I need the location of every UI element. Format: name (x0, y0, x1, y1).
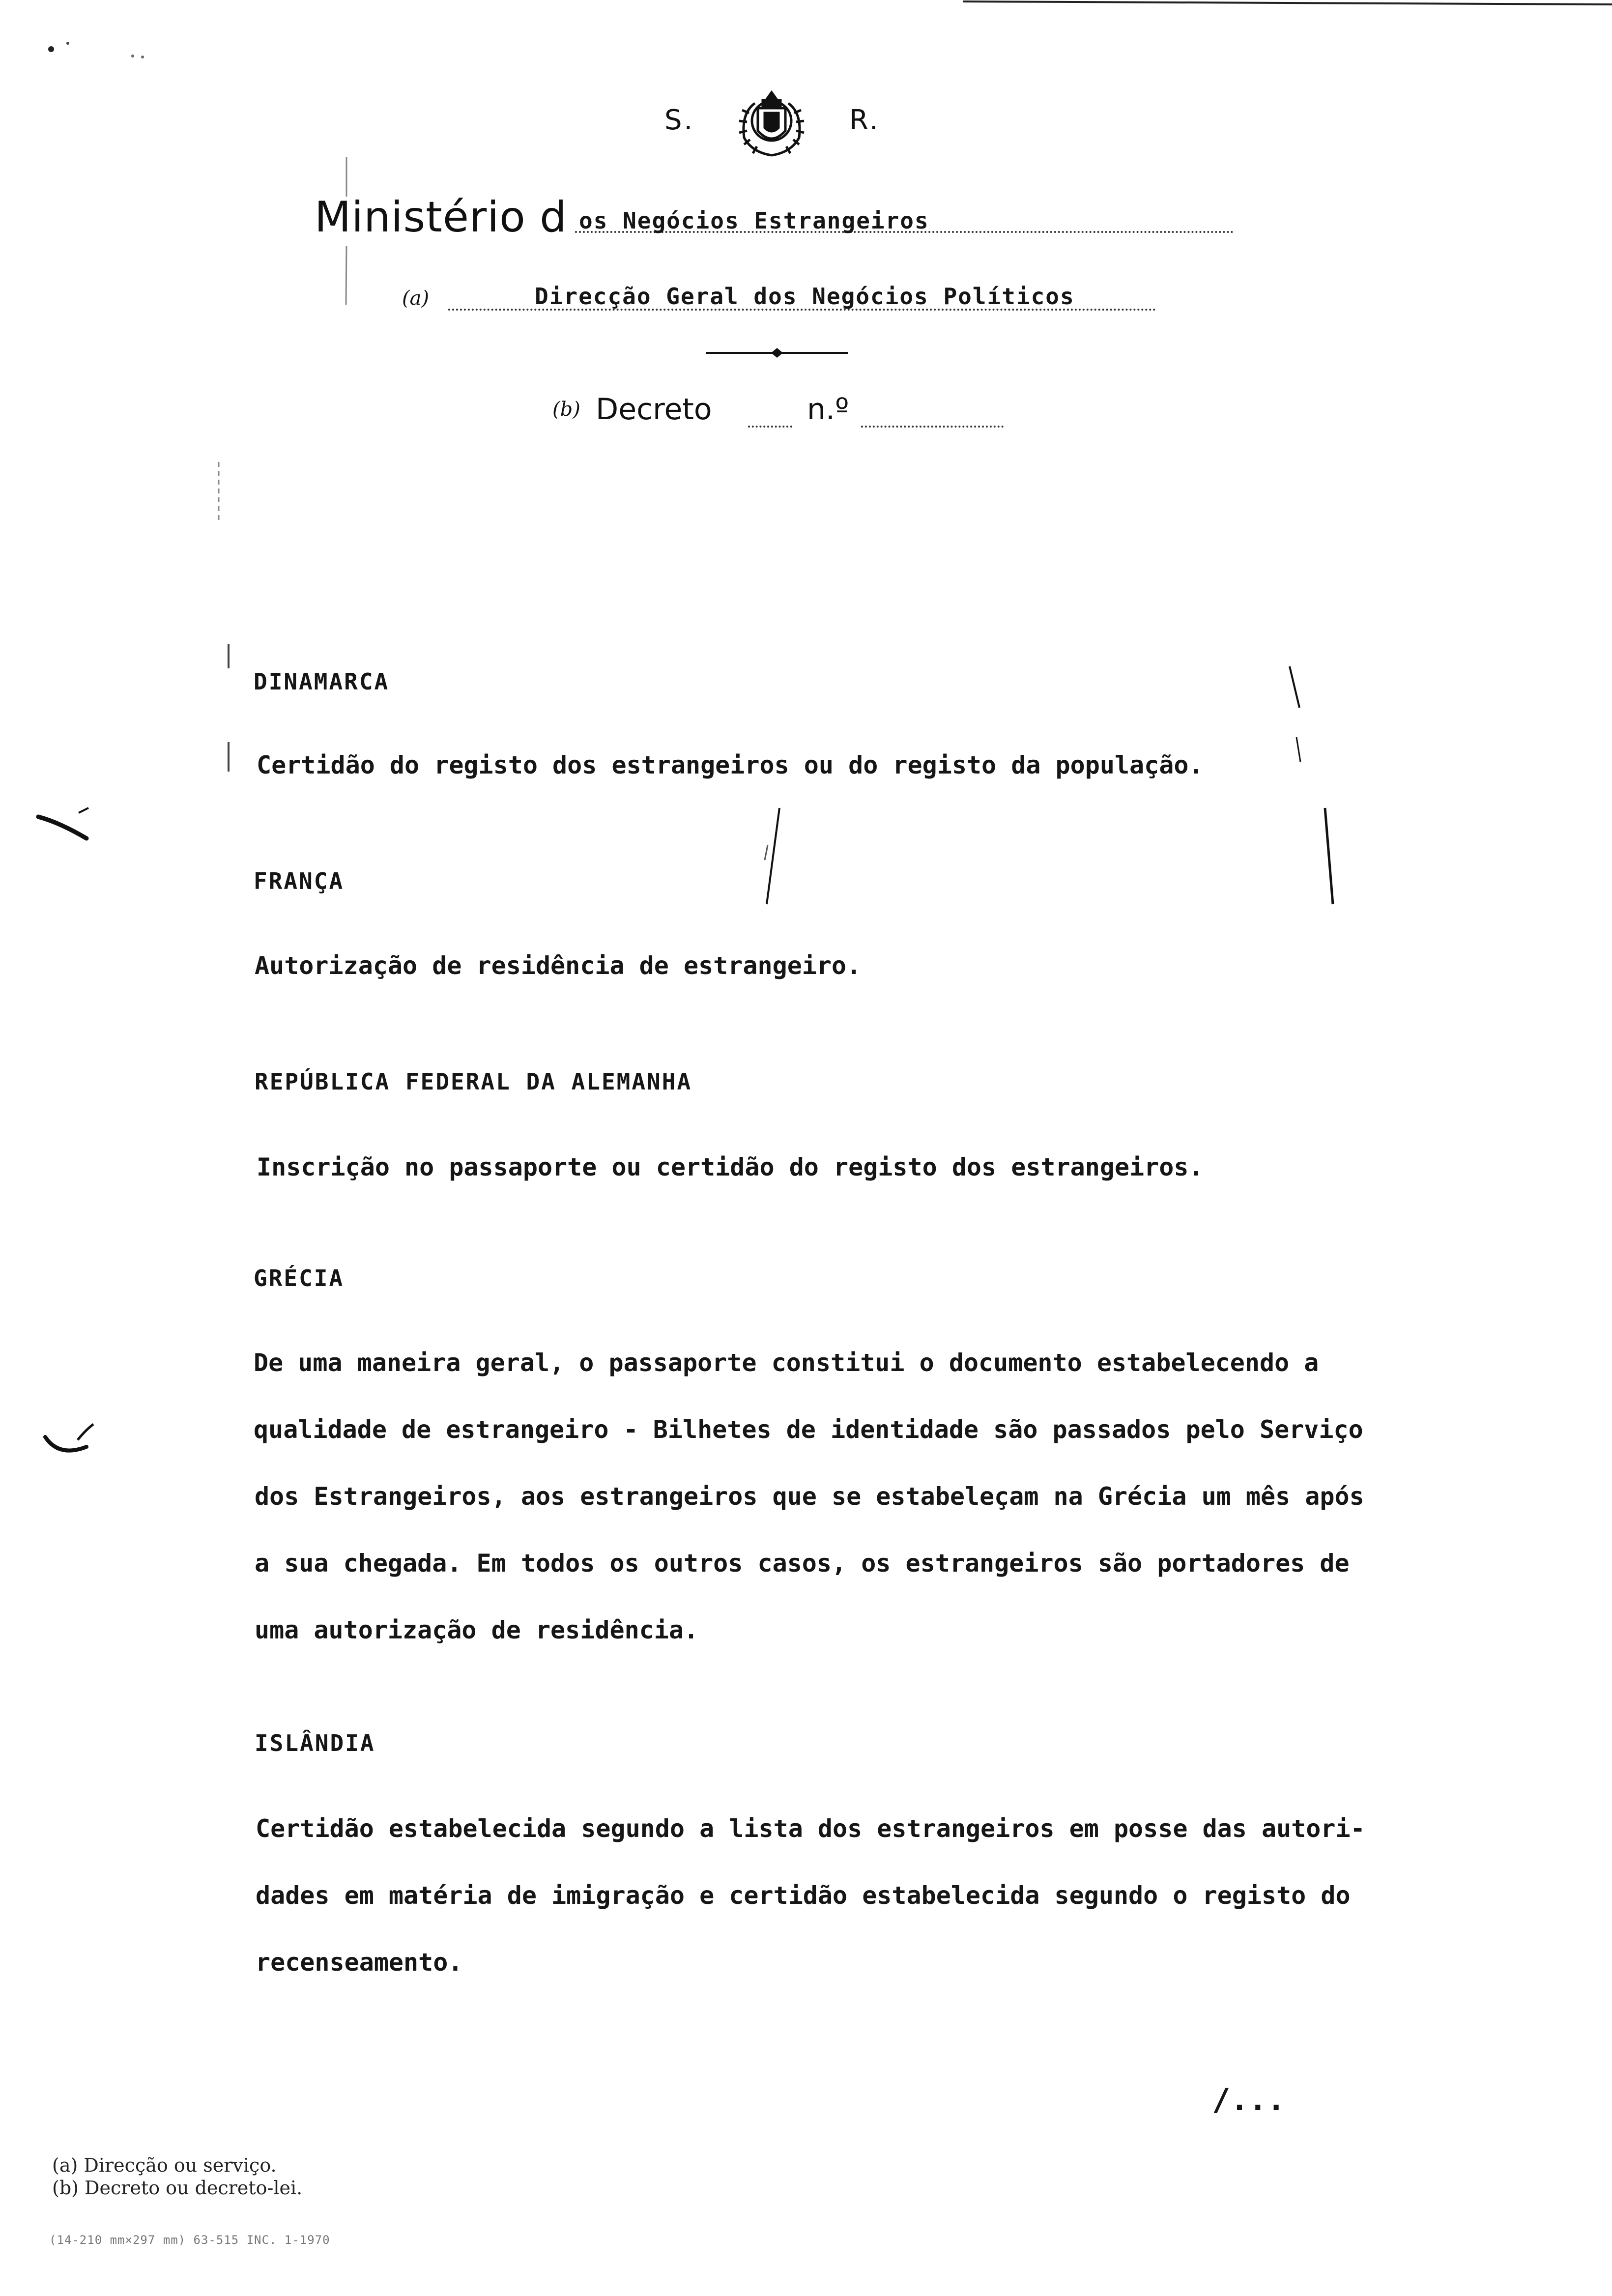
ministerio-value: os Negócios Estrangeiros (579, 207, 929, 234)
left-margin-tick-1 (344, 157, 349, 305)
top-left-specks (44, 34, 152, 74)
left-margin-tick-2 (216, 462, 221, 521)
section-text-alemanha: Inscrição no passaporte ou certidão do registo dos estrangeiros. (257, 1153, 1204, 1181)
section-title-dinamarca: DINAMARCA (254, 668, 390, 695)
direccao-value: Direcção Geral dos Negócios Políticos (535, 283, 1075, 310)
numero-dotted-line (861, 426, 1004, 428)
header-s-letter: S. (664, 104, 695, 136)
section-text-grecia-line-3: dos Estrangeiros, aos estrangeiros que se estabeleçam na Grécia um mês após (255, 1482, 1364, 1511)
continuation-mark: /... (1212, 2082, 1286, 2118)
center-stroke (757, 806, 786, 914)
top-right-scan-line (963, 0, 1612, 6)
decreto-label: Decreto (596, 392, 712, 427)
section-title-islandia: ISLÂNDIA (255, 1730, 375, 1756)
section-text-islandia-line-1: Certidão estabelecida segundo a lista dos estrangeiros em posse das autori- (256, 1814, 1365, 1843)
section-title-alemanha: REPÚBLICA FEDERAL DA ALEMANHA (255, 1068, 692, 1095)
coat-of-arms-seal (732, 84, 811, 162)
section-text-islandia-line-2: dades em matéria de imigração e certidão estabelecida segundo o registo do (256, 1881, 1351, 1910)
section-text-islandia-line-3: recenseamento. (256, 1948, 463, 1977)
section-text-grecia-line-5: uma autorização de residência. (255, 1616, 699, 1644)
section-text-grecia-line-2: qualidade de estrangeiro - Bilhetes de identidade são passados pelo Serviço (254, 1415, 1363, 1444)
printer-code: (14-210 mm×297 mm) 63-515 INC. 1-1970 (49, 2233, 330, 2247)
margin-check-mark-2 (39, 1420, 98, 1464)
footnote-a: (a) Direcção ou serviço. (52, 2154, 277, 2176)
footnote-marker-a: (a) (402, 287, 430, 310)
ministerio-label: Ministério d (315, 193, 567, 242)
decreto-dotted-line (748, 426, 792, 428)
numero-label: n.º (807, 392, 849, 427)
left-margin-tick-3 (226, 644, 231, 772)
section-title-franca: FRANÇA (254, 868, 345, 894)
margin-check-mark-1 (35, 806, 94, 845)
footnote-marker-b: (b) (552, 398, 580, 421)
section-text-grecia-line-1: De uma maneira geral, o passaporte constitui o documento estabelecendo a (254, 1349, 1319, 1377)
right-margin-stroke-2 (1322, 806, 1342, 914)
section-text-dinamarca: Certidão do registo dos estrangeiros ou do registo da população. (257, 751, 1204, 779)
section-text-grecia-line-4: a sua chegada. Em todos os outros casos, os estrangeiros são portadores de (255, 1549, 1350, 1578)
footnote-b: (b) Decreto ou decreto-lei. (52, 2177, 303, 2199)
section-title-grecia: GRÉCIA (254, 1265, 345, 1292)
right-margin-stroke-1 (1288, 663, 1307, 786)
header-r-letter: R. (849, 104, 880, 136)
ornamental-divider (706, 346, 848, 360)
section-text-franca: Autorização de residência de estrangeiro. (255, 951, 862, 980)
